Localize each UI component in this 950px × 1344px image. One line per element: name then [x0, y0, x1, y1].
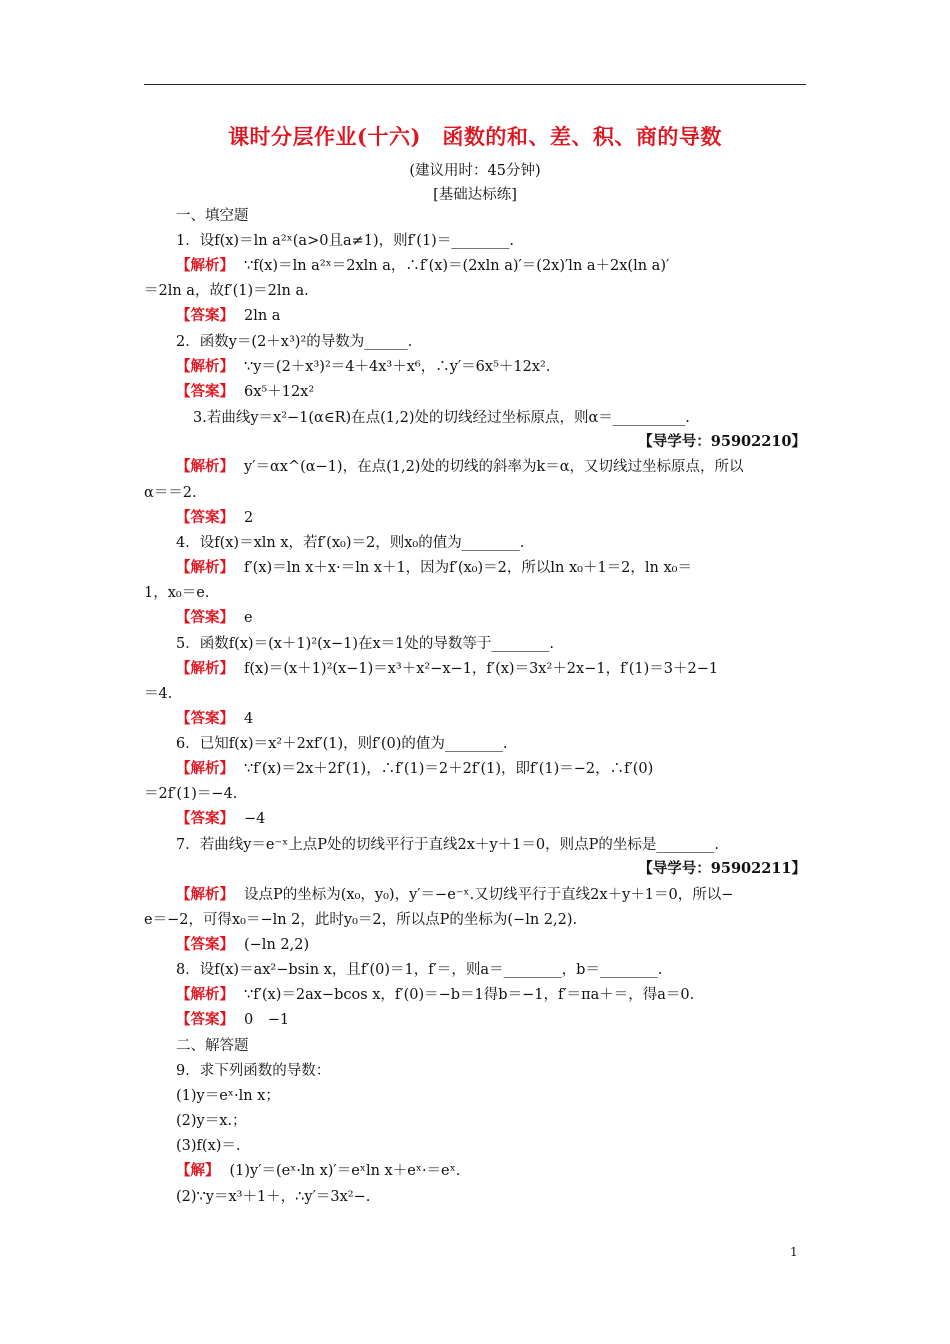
question-9-part-1: (1)y＝eˣ·ln x； — [176, 1088, 280, 1104]
answer-label: 【答案】 — [176, 936, 234, 953]
section-tag: [基础达标练] — [433, 187, 517, 203]
question-5: 5．函数f(x)＝(x＋1)²(x−1)在x＝1处的导数等于________. — [176, 636, 554, 652]
analysis-3-cont: α＝＝2. — [144, 485, 197, 501]
question-9-part-2: (2)y＝x.； — [176, 1113, 247, 1129]
answer-6: 【答案】 −4 — [176, 810, 266, 827]
analysis-5-cont: ＝4. — [144, 686, 173, 702]
analysis-4: 【解析】 f′(x)＝ln x＋x·＝ln x＋1，因为f′(x₀)＝2，所以ln x₀＋1＝2，ln x₀＝ — [176, 559, 692, 576]
analysis-5: 【解析】 f(x)＝(x＋1)²(x−1)＝x³＋x²−x−1，f′(x)＝3x²＋2x−1，f′(1)＝3＋2−1 — [176, 660, 719, 677]
question-1: 1．设f(x)＝ln a²ˣ(a>0且a≠1)，则f′(1)＝________. — [176, 233, 514, 249]
page-number: 1 — [790, 1245, 798, 1259]
answer-5: 【答案】 4 — [176, 710, 254, 727]
question-9-part-3: (3)f(x)＝. — [176, 1138, 241, 1154]
page-title: 课时分层作业(十六) 函数的和、差、积、商的导数 — [228, 124, 722, 149]
answer-4: 【答案】 e — [176, 609, 253, 626]
solve-label: 【解】 — [176, 1162, 220, 1179]
analysis-4-cont: 1，x₀＝e. — [144, 585, 210, 601]
solution-9-part-2: (2)∵y＝x³＋1＋，∴y′＝3x²−. — [176, 1189, 371, 1205]
analysis-label: 【解析】 — [176, 458, 234, 475]
answer-2: 【答案】 6x⁵＋12x² — [176, 383, 315, 400]
question-8: 8．设f(x)＝ax²−bsin x，且f′(0)＝1，f′＝，则a＝________，b＝________. — [176, 962, 663, 978]
question-7: 7．若曲线y＝e⁻ˣ上点P处的切线平行于直线2x＋y＋1＝0，则点P的坐标是________. — [176, 837, 719, 853]
analysis-3: 【解析】 y′＝αx^(α−1)，在点(1,2)处的切线的斜率为k＝α，又切线过坐标原点，所以 — [176, 458, 744, 475]
analysis-label: 【解析】 — [176, 760, 234, 777]
guide-number: 【导学号：95902211】 — [638, 860, 806, 877]
analysis-1-cont: ＝2ln a，故f′(1)＝2ln a. — [144, 283, 309, 299]
analysis-label: 【解析】 — [176, 559, 234, 576]
analysis-7-cont: e＝−2，可得x₀＝−ln 2，此时y₀＝2，所以点P的坐标为(−ln 2,2). — [144, 912, 578, 928]
answer-label: 【答案】 — [176, 1011, 234, 1028]
answer-label: 【答案】 — [176, 710, 234, 727]
answer-label: 【答案】 — [176, 810, 234, 827]
answer-3: 【答案】 2 — [176, 509, 254, 526]
header-rule — [144, 84, 806, 85]
analysis-label: 【解析】 — [176, 986, 234, 1003]
analysis-8: 【解析】 ∵f′(x)＝2ax−bcos x，f′(0)＝−b＝1得b＝−1，f′＝πa＋＝，得a＝0. — [176, 986, 695, 1003]
answer-1: 【答案】 2ln a — [176, 307, 281, 324]
question-3: 3.若曲线y＝x²−1(α∈R)在点(1,2)处的切线经过坐标原点，则α＝__________. — [193, 410, 690, 426]
solution-9-part-1: 【解】 (1)y′＝(eˣ·ln x)′＝eˣln x＋eˣ·＝eˣ. — [176, 1162, 461, 1179]
answer-8: 【答案】 0 −1 — [176, 1011, 290, 1028]
question-4: 4．设f(x)＝xln x，若f′(x₀)＝2，则x₀的值为________. — [176, 535, 525, 551]
answer-label: 【答案】 — [176, 383, 234, 400]
answer-label: 【答案】 — [176, 307, 234, 324]
analysis-6-cont: ＝2f′(1)＝−4. — [144, 786, 238, 802]
page-subtitle: (建议用时：45分钟) — [409, 163, 541, 179]
analysis-label: 【解析】 — [176, 257, 234, 274]
question-6: 6．已知f(x)＝x²＋2xf′(1)，则f′(0)的值为________. — [176, 736, 508, 752]
section-heading: 二、解答题 — [176, 1038, 249, 1054]
analysis-label: 【解析】 — [176, 886, 234, 903]
analysis-2: 【解析】 ∵y＝(2＋x³)²＝4＋4x³＋x⁶，∴y′＝6x⁵＋12x². — [176, 358, 551, 375]
answer-7: 【答案】 (−ln 2,2) — [176, 936, 310, 953]
question-9: 9．求下列函数的导数： — [176, 1063, 331, 1079]
analysis-7: 【解析】 设点P的坐标为(x₀，y₀)，y′＝−e⁻ˣ.又切线平行于直线2x＋y＋1＝0，所以− — [176, 886, 734, 903]
analysis-6: 【解析】 ∵f′(x)＝2x＋2f′(1)，∴f′(1)＝2＋2f′(1)，即f′(1)＝−2，∴f′(0) — [176, 760, 654, 777]
guide-number: 【导学号：95902210】 — [638, 433, 806, 450]
analysis-label: 【解析】 — [176, 358, 234, 375]
question-2: 2．函数y＝(2＋x³)²的导数为______. — [176, 334, 413, 350]
answer-label: 【答案】 — [176, 509, 234, 526]
analysis-1: 【解析】 ∵f(x)＝ln a²ˣ＝2xln a，∴f′(x)＝(2xln a)′＝(2x)′ln a＋2x(ln a)′ — [176, 257, 670, 274]
analysis-label: 【解析】 — [176, 660, 234, 677]
section-heading: 一、填空题 — [176, 208, 249, 224]
answer-label: 【答案】 — [176, 609, 234, 626]
